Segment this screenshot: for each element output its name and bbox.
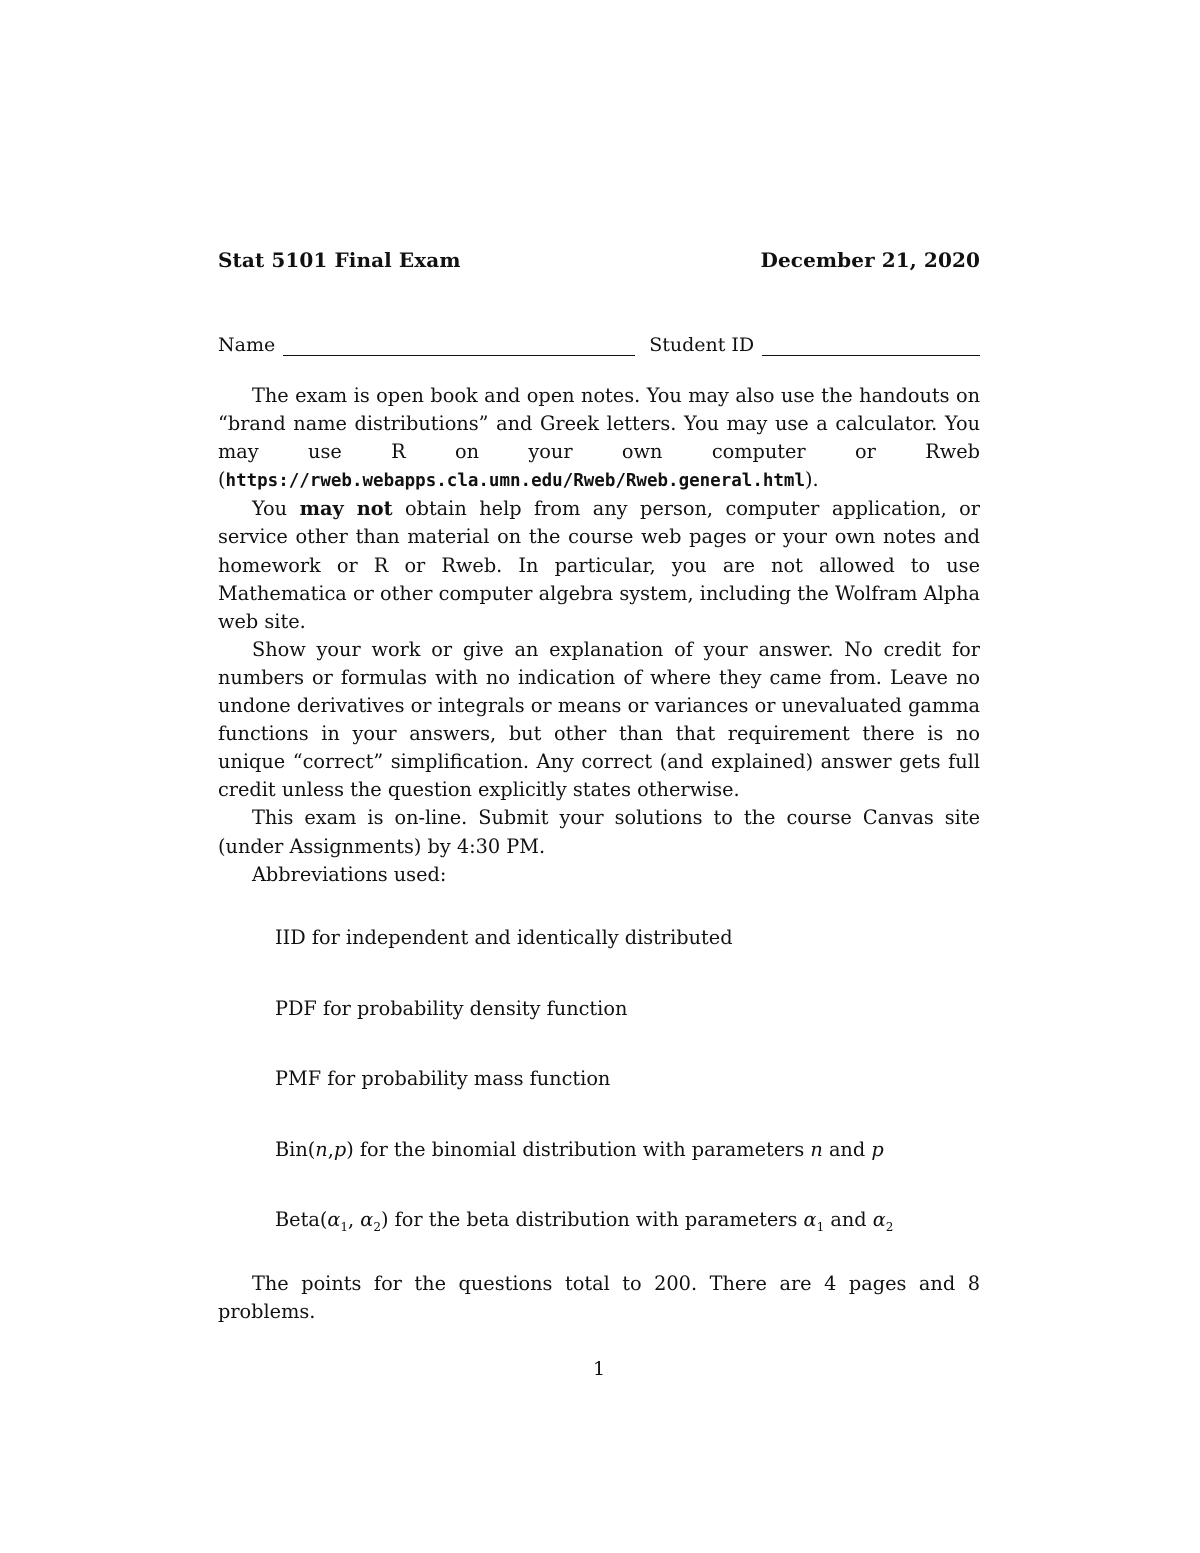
student-id-blank[interactable] — [762, 337, 980, 356]
instructions-paragraph-4: This exam is on-line. Submit your solutions to the course Canvas site (under Assignments) by 4:30 PM. — [218, 806, 980, 858]
beta-param-sub-1: 1 — [816, 1220, 825, 1235]
bin-param-n: n — [810, 1137, 823, 1161]
beta-sub-2: 2 — [373, 1220, 381, 1235]
abbreviation-bin — [275, 1136, 975, 1207]
instructions-paragraph-5: Abbreviations used: — [252, 862, 447, 886]
beta-prefix: Beta( — [275, 1208, 328, 1232]
identification-fields — [218, 334, 980, 356]
paragraph-2-start: You — [252, 497, 300, 521]
beta-alpha-2: α — [360, 1208, 374, 1232]
paragraph-1-text: The exam is open book and open notes. You may also use the handouts on “brand name distributions” and Greek letters. You may use a calculator. You may use R on your own computer or Rweb ( — [218, 384, 980, 492]
beta-param-alpha-2: α — [872, 1208, 886, 1232]
exam-title: Stat 5101 Final Exam — [218, 248, 461, 272]
may-not-emphasis: may not — [299, 497, 393, 521]
student-id-label: Student ID — [649, 334, 755, 356]
bin-prefix: Bin( — [275, 1137, 316, 1161]
paragraph-1-end: ). — [805, 468, 819, 492]
beta-param-sub-2: 2 — [885, 1220, 894, 1235]
bin-n: n — [315, 1137, 328, 1161]
instructions-paragraph-2 — [218, 495, 980, 635]
abbreviation-pmf: PMF for probability mass function — [275, 1067, 611, 1091]
beta-alpha-1: α — [327, 1208, 341, 1232]
abbreviations-list — [275, 924, 975, 1277]
exam-page — [218, 0, 980, 1553]
instructions — [218, 382, 980, 889]
paragraph-2-text: obtain help from any person, computer application, or service other than material on the course web pages or your own notes and homework or R or Rweb. In particular, you are not allowed to use Mathematica or other computer algebra system, including the Wolfram Alpha web site. — [218, 497, 981, 633]
abbreviation-iid: IID for independent and identically distributed — [275, 926, 733, 949]
name-blank[interactable] — [283, 337, 635, 356]
abbreviation-pdf: PDF for probability density function — [275, 996, 628, 1020]
bin-comma: , — [327, 1137, 334, 1161]
bin-and: and — [822, 1137, 872, 1161]
exam-date: December 21, 2020 — [760, 248, 980, 272]
beta-comma: , — [348, 1208, 361, 1232]
beta-param-alpha-1: α — [803, 1208, 817, 1232]
bin-p: p — [333, 1137, 347, 1161]
closing-note — [218, 1270, 980, 1326]
instructions-paragraph-3: Show your work or give an explanation of your answer. No credit for numbers or formulas with no indication of where they came from. Leave no undone derivatives or integrals or means or variances or unevaluated gamma functions in your answers, but other than that requirement there is no unique “correct” simplification. Any correct (and explained) answer gets full credit unless the question explicitly states otherwise. — [218, 637, 980, 802]
rweb-url: https://rweb.webapps.cla.umn.edu/Rweb/Rweb.general.html — [225, 471, 806, 492]
points-summary: The points for the questions total to 200. There are 4 pages and 8 problems. — [218, 1272, 980, 1324]
abbreviation-beta — [275, 1206, 975, 1277]
beta-sub-1: 1 — [340, 1220, 349, 1235]
bin-param-p: p — [871, 1137, 884, 1161]
name-label: Name — [218, 334, 276, 356]
page-number: 1 — [592, 1358, 606, 1380]
beta-and: and — [824, 1208, 873, 1232]
exam-header — [218, 248, 980, 272]
bin-description: ) for the binomial distribution with parameters — [346, 1137, 811, 1161]
instructions-paragraph-1 — [218, 382, 980, 495]
beta-description: ) for the beta distribution with parameters — [380, 1208, 804, 1232]
